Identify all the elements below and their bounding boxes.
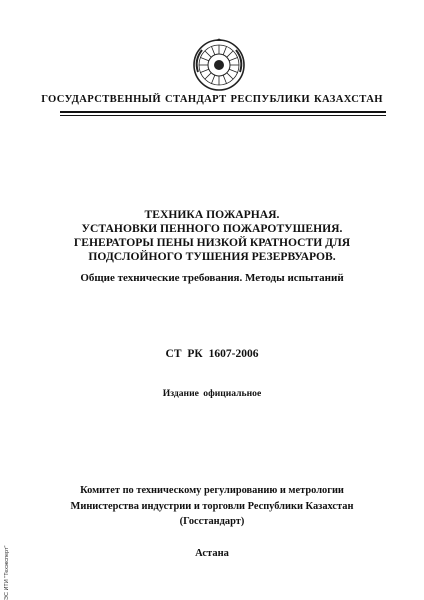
title-line: УСТАНОВКИ ПЕННОГО ПОЖАРОТУШЕНИЯ. — [81, 222, 343, 235]
issuer-line: Комитет по техническому регулированию и метрологии — [80, 485, 344, 496]
issuer-block — [0, 483, 424, 530]
document-subtitle: Общие технические требования. Методы испытаний — [80, 272, 344, 284]
standard-header: ГОСУДАРСТВЕННЫЙ СТАНДАРТ РЕСПУБЛИКИ КАЗАХСТАН — [41, 94, 383, 105]
state-emblem-icon — [192, 38, 246, 92]
edition-label: Издание официальное — [162, 388, 262, 399]
document-number: СТ РК 1607-2006 — [165, 348, 259, 360]
issuer-line: Министерства индустрии и торговли Республики Казахстан — [70, 500, 354, 512]
side-watermark-note: ЭС ИТИ "Техэксперт" — [4, 545, 10, 600]
document-title — [0, 208, 424, 264]
publication-city: Астана — [195, 548, 229, 559]
title-line: ПОДСЛОЙНОГО ТУШЕНИЯ РЕЗЕРВУАРОВ. — [88, 250, 336, 263]
header-divider-thick — [60, 111, 386, 113]
issuer-line: (Госстандарт) — [179, 516, 245, 527]
title-line: ТЕХНИКА ПОЖАРНАЯ. — [144, 208, 280, 221]
title-line: ГЕНЕРАТОРЫ ПЕНЫ НИЗКОЙ КРАТНОСТИ ДЛЯ — [73, 236, 351, 249]
header-divider-thin — [60, 115, 386, 116]
